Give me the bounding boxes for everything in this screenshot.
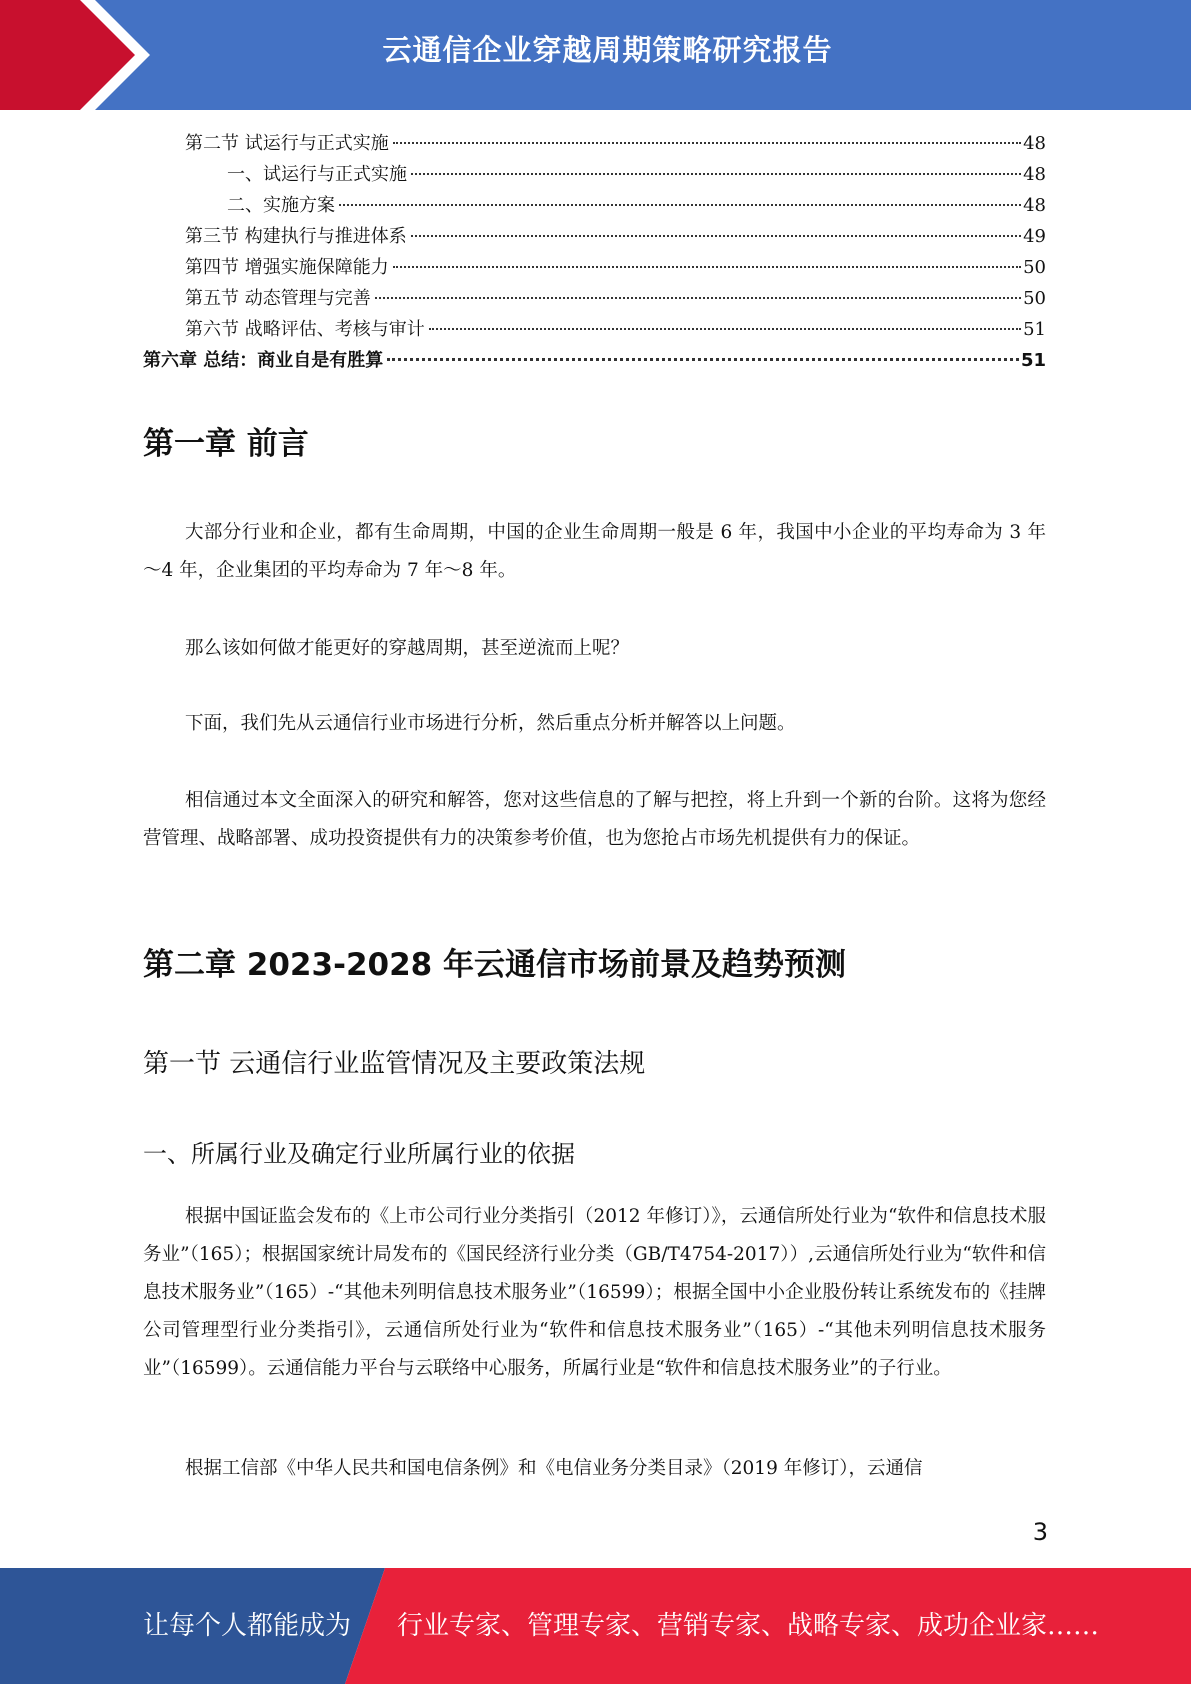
- body-paragraph: 根据中国证监会发布的《上市公司行业分类指引（2012 年修订）》，云通信所处行业为“软件和信息技术服务业”（165）；根据国家统计局发布的《国民经济行业分类（GB/T4754-2017））,云通信所处行业为“软件和信息技术服务业”（165）-“其他未列明信息技术服务业”（16599）；根据全国中小企业股份转让系统发布的《挂牌公司管理型行业分类指引》，云通信所处行业为“软件和信息技术服务业”（165）-“其他未列明信息技术服务业”（16599）。云通信能力平台与云联络中心服务，所属行业是“软件和信息技术服务业”的子行业。: [143, 1206, 1046, 1379]
- toc-leader-dots: [393, 266, 1021, 268]
- toc-entry-page: 48: [1023, 164, 1046, 185]
- toc-entry-label: 第六章 总结：商业自是有胜算: [143, 350, 384, 371]
- footer-slogan-right: 行业专家、管理专家、营销专家、战略专家、成功企业家……: [397, 1611, 1100, 1641]
- toc-leader-dots: [393, 142, 1021, 144]
- subsection-heading: 一、所属行业及确定行业所属行业的依据: [143, 1140, 575, 1168]
- footer-slogan-left: 让每个人都能成为: [143, 1611, 352, 1641]
- footer-banner: [0, 1568, 1191, 1684]
- body-paragraph: 那么该如何做才能更好的穿越周期，甚至逆流而上呢？: [185, 638, 630, 659]
- chapter-1-heading: 第一章 前言: [143, 426, 309, 462]
- table-of-contents: [143, 128, 1046, 376]
- body-paragraph: 根据工信部《中华人民共和国电信条例》和《电信业务分类目录》（2019 年修订），云通信: [185, 1458, 923, 1479]
- toc-entry[interactable]: [143, 221, 1046, 252]
- toc-entry[interactable]: [143, 128, 1046, 159]
- toc-entry-label: 第四节 增强实施保障能力: [185, 257, 389, 278]
- toc-entry-page: 51: [1020, 350, 1046, 371]
- toc-entry-label: 第二节 试运行与正式实施: [185, 133, 389, 154]
- toc-entry[interactable]: [143, 159, 1046, 190]
- toc-leader-dots: [339, 204, 1021, 206]
- chapter-2-heading: 第二章 2023-2028 年云通信市场前景及趋势预测: [143, 947, 847, 983]
- toc-leader-dots: [411, 235, 1021, 237]
- toc-entry-page: 50: [1023, 288, 1046, 309]
- toc-entry[interactable]: [143, 283, 1046, 314]
- toc-entry-page: 49: [1023, 226, 1046, 247]
- toc-entry-page: 50: [1023, 257, 1046, 278]
- toc-leader-dots: [375, 297, 1021, 299]
- toc-entry[interactable]: [143, 190, 1046, 221]
- toc-leader-dots: [387, 358, 1019, 361]
- toc-entry-label: 二、实施方案: [227, 195, 335, 216]
- body-paragraph: 相信通过本文全面深入的研究和解答，您对这些信息的了解与把控，将上升到一个新的台阶。这将为您经营管理、战略部署、成功投资提供有力的决策参考价值，也为您抢占市场先机提供有力的保证。: [143, 790, 1046, 849]
- toc-entry-label: 第五节 动态管理与完善: [185, 288, 371, 309]
- toc-entry[interactable]: [143, 252, 1046, 283]
- toc-entry-page: 48: [1023, 195, 1046, 216]
- toc-entry-page: 51: [1023, 319, 1046, 340]
- body-paragraph: 大部分行业和企业，都有生命周期，中国的企业生命周期一般是 6 年，我国中小企业的平均寿命为 3 年～4 年，企业集团的平均寿命为 7 年～8 年。: [143, 522, 1046, 581]
- toc-entry[interactable]: [143, 314, 1046, 345]
- header-bar: [0, 0, 1191, 110]
- toc-entry-label: 第三节 构建执行与推进体系: [185, 226, 407, 247]
- toc-leader-dots: [429, 328, 1021, 330]
- body-paragraph: 下面，我们先从云通信行业市场进行分析，然后重点分析并解答以上问题。: [185, 713, 796, 734]
- toc-entry-label: 第六节 战略评估、考核与审计: [185, 319, 425, 340]
- document-title: 云通信企业穿越周期策略研究报告: [382, 33, 833, 67]
- section-heading: 第一节 云通信行业监管情况及主要政策法规: [143, 1049, 646, 1079]
- toc-leader-dots: [411, 173, 1021, 175]
- toc-entry-chapter[interactable]: [143, 345, 1046, 376]
- page-number: 3: [1032, 1518, 1048, 1546]
- toc-entry-page: 48: [1023, 133, 1046, 154]
- toc-entry-label: 一、试运行与正式实施: [227, 164, 407, 185]
